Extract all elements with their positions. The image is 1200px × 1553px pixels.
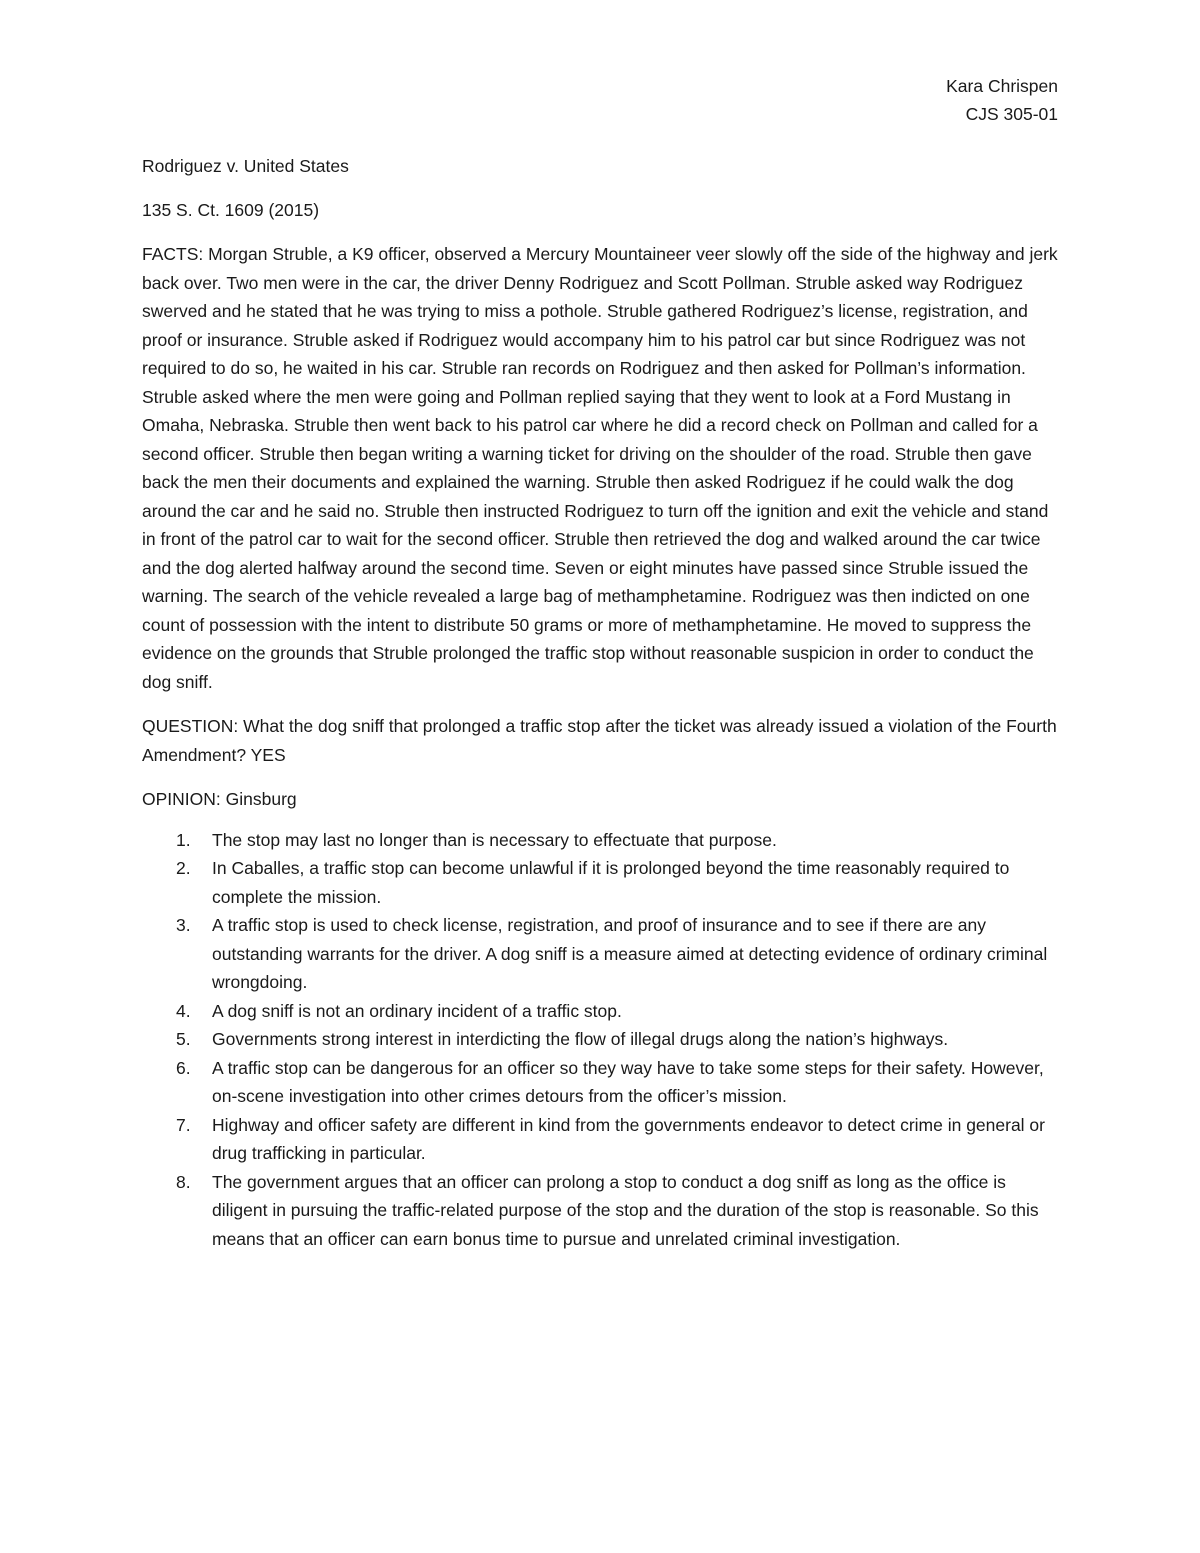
list-item: [142, 911, 1058, 997]
list-number: 1.: [176, 829, 191, 850]
list-text: In Caballes, a traffic stop can become unlawful if it is prolonged beyond the time reasonably required to complete the mission.: [212, 858, 1010, 907]
header-block: [142, 72, 1058, 128]
list-number: 6.: [176, 1057, 191, 1078]
list-text: A dog sniff is not an ordinary incident of a traffic stop.: [212, 1000, 622, 1021]
list-text: A traffic stop is used to check license, registration, and proof of insurance and to see if there are any outstanding warrants for the driver. A dog sniff is a measure aimed at detecting evidence of ordinary criminal wrongdoing.: [212, 915, 1048, 992]
case-citation: 135 S. Ct. 1609 (2015): [142, 200, 320, 220]
list-text: A traffic stop can be dangerous for an officer so they way have to take some steps for their safety. However, on-scene investigation into other crimes detours from the officer’s mission.: [212, 1057, 1044, 1106]
list-item: [142, 1025, 1058, 1054]
question-paragraph: QUESTION: What the dog sniff that prolonged a traffic stop after the ticket was already issued a violation of the Fourth Amendment? YES: [142, 716, 1057, 765]
facts-paragraph: FACTS: Morgan Struble, a K9 officer, observed a Mercury Mountaineer veer slowly off the side of the highway and jerk back over. Two men were in the car, the driver Denny Rodriguez and Scott Pollman. Struble asked way Rodriguez swerved and he stated that he was trying to miss a pothole. Struble gathered Rodriguez’s license, registration, and proof or insurance. Struble asked if Rodriguez would accompany him to his patrol car but since Rodriguez was not required to do so, he waited in his car. Struble ran records on Rodriguez and then asked for Pollman’s information. Struble asked where the men were going and Pollman replied saying that they went to look at a Ford Mustang in Omaha, Nebraska. Struble then went back to his patrol car where he did a record check on Pollman and called for a second officer. Struble then began writing a warning ticket for driving on the shoulder of the road. Struble then gave back the men their documents and explained the warning. Struble then asked Rodriguez if he could walk the dog around the car and he said no. Struble then instructed Rodriguez to turn off the ignition and exit the vehicle and stand in front of the patrol car to wait for the second officer. Struble then retrieved the dog and walked around the car twice and the dog alerted halfway around the second time. Seven or eight minutes have passed since Struble issued the warning. The search of the vehicle revealed a large bag of methamphetamine. Rodriguez was then indicted on one count of possession with the intent to distribute 50 grams or more of methamphetamine. He moved to suppress the evidence on the grounds that Struble prolonged the traffic stop without reasonable suspicion in order to conduct the dog sniff.: [142, 244, 1058, 692]
case-title: Rodriguez v. United States: [142, 156, 349, 176]
opinion-list: [142, 826, 1058, 1254]
author-name: Kara Chrispen: [946, 76, 1058, 96]
list-text: Governments strong interest in interdicting the flow of illegal drugs along the nation’s highways.: [212, 1029, 949, 1049]
list-text: Highway and officer safety are different in kind from the governments endeavor to detect crime in general or drug trafficking in particular.: [212, 1114, 1045, 1163]
course-code: CJS 305-01: [965, 104, 1058, 124]
list-number: 3.: [176, 915, 191, 935]
list-item: [142, 854, 1058, 911]
list-item: [142, 1054, 1058, 1111]
list-text: The government argues that an officer can prolong a stop to conduct a dog sniff as long as the office is diligent in pursuing the traffic-related purpose of the stop and the duration of the stop is reasonable. So this means that an officer can earn bonus time to pursue and unrelated criminal investigation.: [212, 1171, 1039, 1249]
list-number: 8.: [176, 1171, 191, 1192]
list-number: 4.: [176, 1000, 191, 1021]
list-item: [142, 1168, 1058, 1254]
list-item: [142, 1111, 1058, 1168]
list-item: [142, 997, 1058, 1026]
list-number: 2.: [176, 858, 191, 878]
list-number: 7.: [176, 1114, 191, 1135]
list-number: 5.: [176, 1029, 191, 1049]
list-text: The stop may last no longer than is necessary to effectuate that purpose.: [212, 829, 777, 850]
list-item: [142, 826, 1058, 855]
opinion-heading: OPINION: Ginsburg: [142, 789, 297, 809]
